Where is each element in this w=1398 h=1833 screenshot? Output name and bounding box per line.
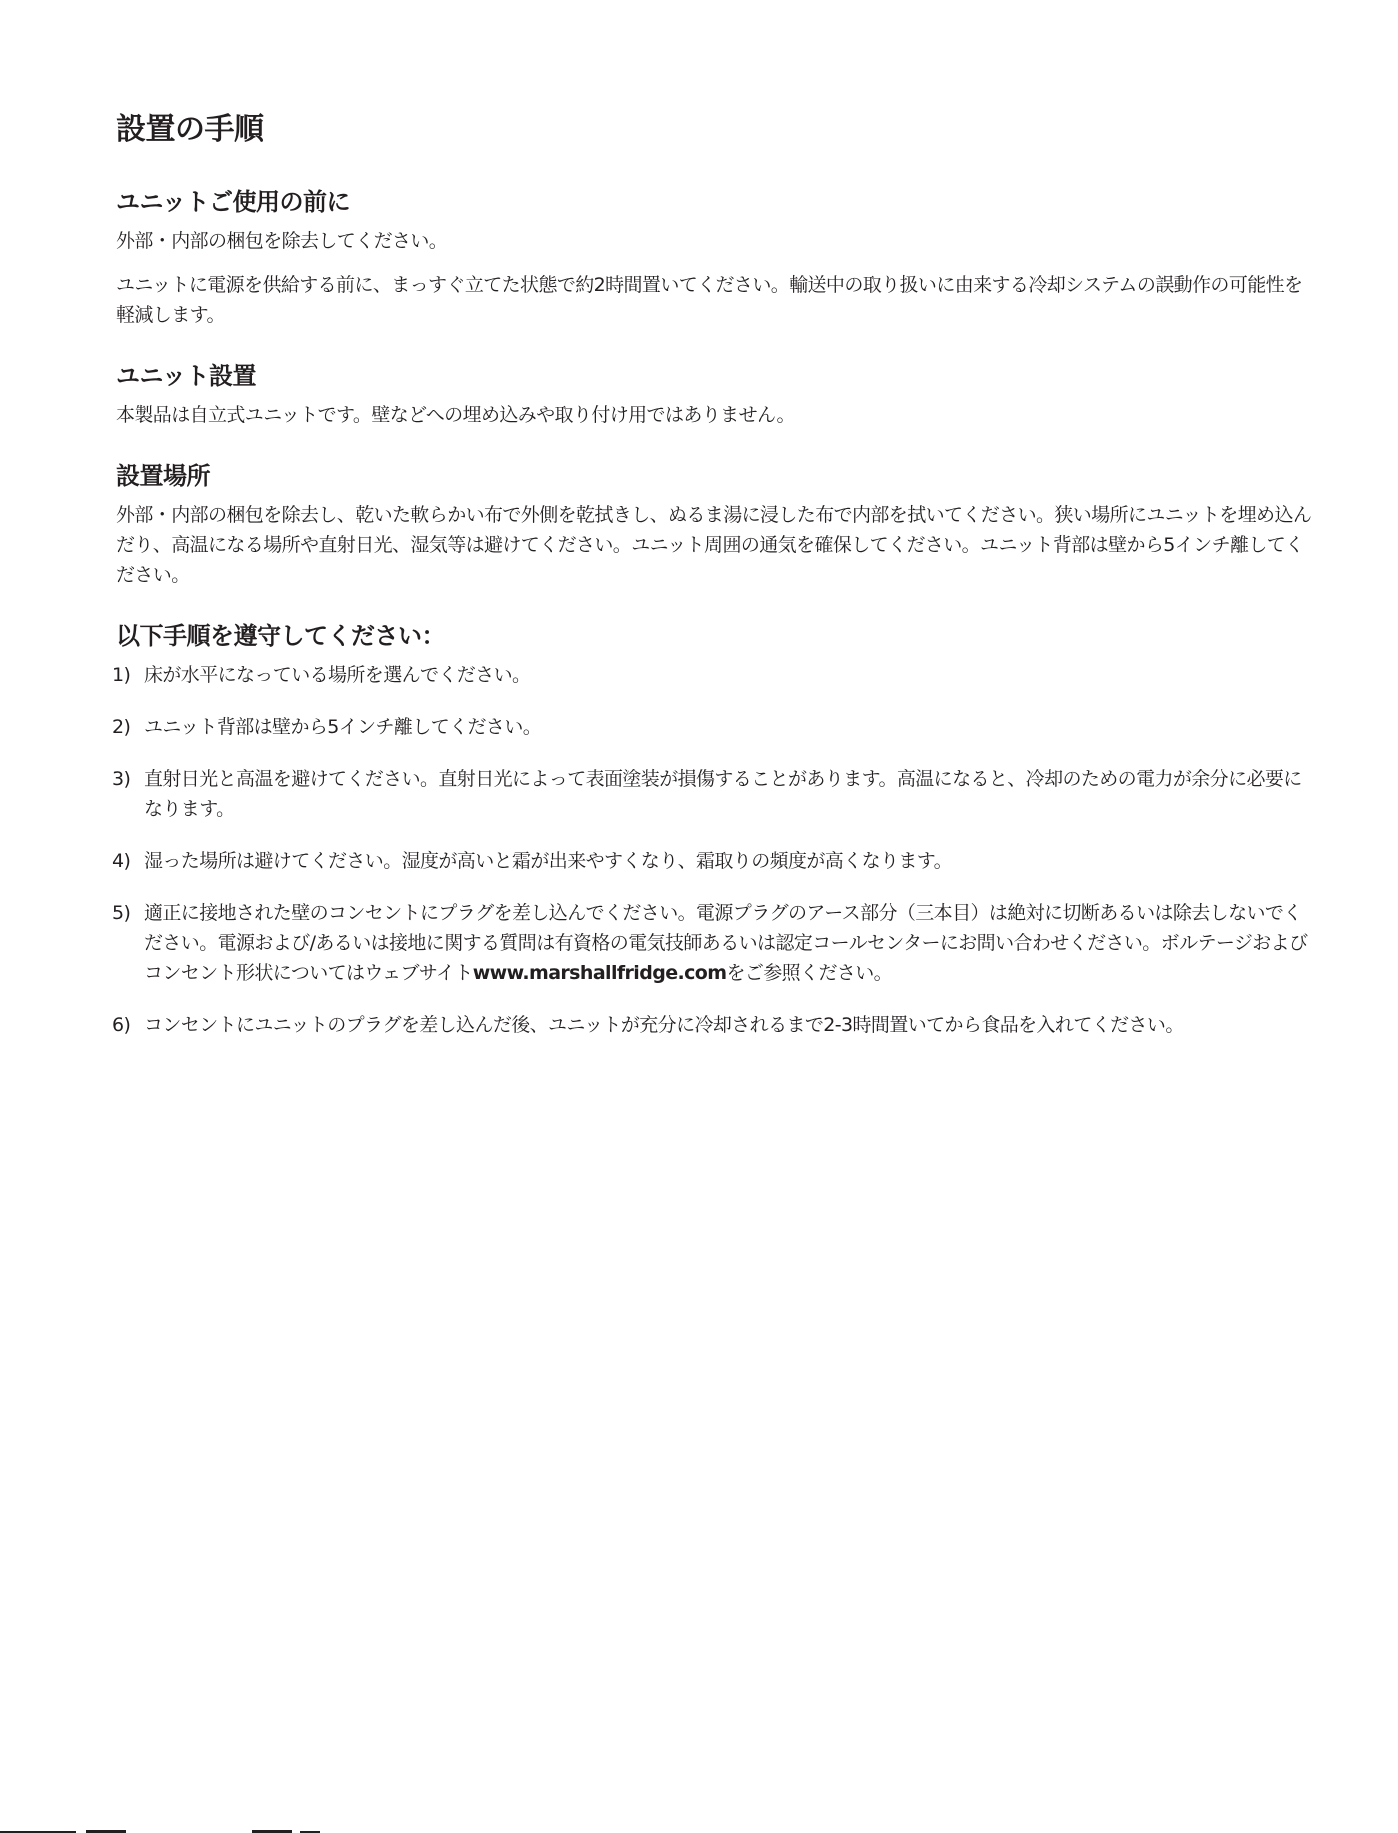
page-content <box>112 108 1316 1062</box>
paragraph-location-guidance: 外部・内部の梱包を除去し、乾いた軟らかい布で外側を乾拭きし、ぬるま湯に浸した布で内部を拭いてください。狭い場所にユニットを埋め込んだり、高温になる場所や直射日光、湿気等は避けてください。ユニット周囲の通気を確保してください。ユニット背部は壁から5インチ離してください。 <box>116 504 1312 586</box>
step-number: 4) <box>112 850 131 872</box>
step-text: 湿った場所は避けてください。湿度が高いと霜が出来やすくなり、霜取りの頻度が高くなります。 <box>144 850 953 872</box>
section-location <box>116 458 1316 590</box>
section-heading-location: 設置場所 <box>116 462 210 490</box>
section-heading-installation: ユニット設置 <box>116 362 257 390</box>
step-item <box>112 660 1316 690</box>
step-item <box>112 764 1316 824</box>
step-text: コンセントにユニットのプラグを差し込んだ後、ユニットが充分に冷却されるまで2-3時間置いてから食品を入れてください。 <box>144 1014 1184 1036</box>
section-heading-before-use: ユニットご使用の前に <box>116 188 351 216</box>
step-number: 2) <box>112 716 131 738</box>
step-item <box>112 1010 1316 1040</box>
section-before-use <box>116 184 1316 330</box>
steps-list <box>112 660 1316 1040</box>
section-heading-steps: 以下手順を遵守してください： <box>116 622 445 650</box>
page-title: 設置の手順 <box>116 112 264 147</box>
step-number: 1) <box>112 664 131 686</box>
step-item <box>112 712 1316 742</box>
step-item <box>112 846 1316 876</box>
paragraph-freestanding: 本製品は自立式ユニットです。壁などへの埋め込みや取り付け用ではありません。 <box>116 404 795 426</box>
step-number: 5) <box>112 902 131 924</box>
paragraph-stand-upright: ユニットに電源を供給する前に、まっすぐ立てた状態で約2時間置いてください。輸送中の取り扱いに由来する冷却システムの誤動作の可能性を軽減します。 <box>116 274 1303 326</box>
website-url: www.marshallfridge.com <box>472 962 727 984</box>
step-item <box>112 898 1316 988</box>
footer-crop-marks <box>0 1825 330 1833</box>
section-installation <box>116 358 1316 430</box>
step-text-after-url: をご参照ください。 <box>726 962 893 984</box>
section-steps <box>112 618 1316 1040</box>
step-text: 床が水平になっている場所を選んでください。 <box>144 664 531 686</box>
paragraph-remove-packaging: 外部・内部の梱包を除去してください。 <box>116 230 448 252</box>
step-text: 直射日光と高温を避けてください。直射日光によって表面塗装が損傷することがあります。高温になると、冷却のための電力が余分に必要になります。 <box>144 768 1302 820</box>
step-number: 3) <box>112 768 131 790</box>
step-number: 6) <box>112 1014 131 1036</box>
step-text: ユニット背部は壁から5インチ離してください。 <box>144 716 542 738</box>
step-text-before-url: 適正に接地された壁のコンセントにプラグを差し込んでください。電源プラグのアース部分（三本目）は絶対に切断あるいは除去しないでください。電源および/あるいは接地に関する質問は有資格の電気技師あるいは認定コールセンターにお問い合わせください。ボルテージおよびコンセント形状についてはウェブサイト <box>144 902 1308 984</box>
